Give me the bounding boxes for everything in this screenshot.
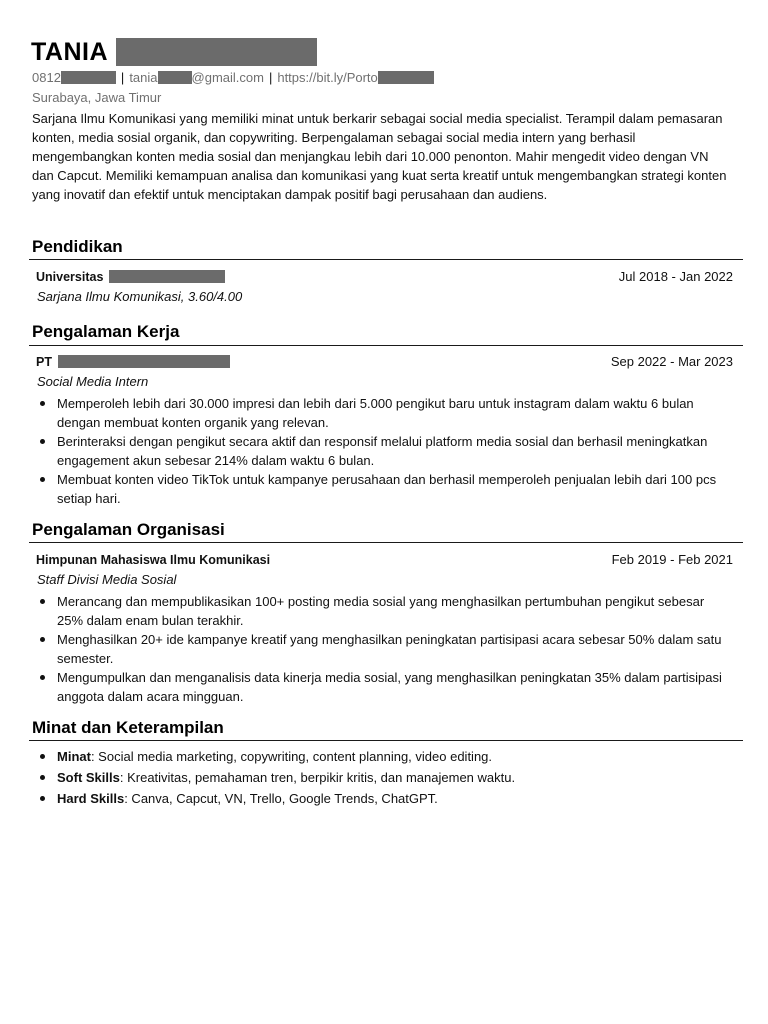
portfolio-prefix: https://bit.ly/Porto [277, 70, 378, 85]
bullet-dot [40, 401, 45, 406]
bullet-dot [40, 675, 45, 680]
section-title-work: Pengalaman Kerja [32, 322, 180, 341]
organization-role: Staff Divisi Media Sosial [37, 572, 177, 587]
education-degree: Sarjana Ilmu Komunikasi, 3.60/4.00 [37, 289, 243, 304]
summary-paragraph: Sarjana Ilmu Komunikasi yang memiliki minat untuk berkarir sebagai social media specialist. Terampil dalam pemasaran konten, media sosial organik, dan copywriting. Berpengalaman sebagai social media intern yang berhasil mengembangkan konten media sosial dan menjangkau lebih dari 10.000 penonton. Mahir mengedit video dengan VN dan Capcut. Memiliki kemampuan analisa dan komunikasi yang kuat serta kreatif untuk mengembangkan strategi konten yang inovatif dan efektif untuk menciptakan dampak positif bagi perusahaan dan audiens. [32, 111, 727, 202]
redacted-company [58, 355, 230, 368]
contact-separator: | [268, 70, 273, 85]
section-title-skills: Minat dan Keterampilan [32, 718, 224, 737]
work-entry-header [36, 354, 733, 369]
contact-line [32, 70, 434, 85]
bullet-dot [40, 599, 45, 604]
list-item: Membuat konten video TikTok untuk kampanye perusahaan dan berhasil memperoleh penjualan lebih dari 100 pcs setiap hari. [0, 470, 727, 508]
list-item: Merancang dan mempublikasikan 100+ posting media sosial yang menghasilkan pertumbuhan pengikut sebesar 25% dalam enam bulan terakhir. [0, 592, 727, 630]
list-item: Hard Skills: Canva, Capcut, VN, Trello, Google Trends, ChatGPT. [0, 789, 727, 808]
institution-prefix: Universitas [36, 269, 104, 284]
section-title-education: Pendidikan [32, 237, 123, 256]
list-item: Mengumpulkan dan menganalisis data kinerja media sosial, yang menghasilkan peningkatan 35% dalam partisipasi anggota dalam acara mingguan. [0, 668, 727, 706]
section-divider [29, 345, 743, 346]
email-suffix: @gmail.com [191, 70, 264, 85]
section-title-organization: Pengalaman Organisasi [32, 520, 225, 539]
section-divider [29, 259, 743, 260]
organization-dates: Feb 2019 - Feb 2021 [611, 552, 733, 567]
education-institution [36, 270, 225, 284]
bullet-dot [40, 439, 45, 444]
list-item: Berinteraksi dengan pengikut secara aktif dan responsif melalui platform media sosial dan berhasil meningkatkan engagement akun sebesar 214% dalam waktu 6 bulan. [0, 432, 727, 470]
redacted-surname [116, 38, 317, 66]
bullet-dot [40, 477, 45, 482]
redacted-institution [109, 270, 225, 283]
organization-bullet-list [0, 592, 740, 706]
list-item: Minat: Social media marketing, copywriting, content planning, video editing. [0, 747, 727, 766]
bullet-dot [40, 637, 45, 642]
work-company [36, 355, 230, 369]
organization-name: Himpunan Mahasiswa Ilmu Komunikasi [36, 552, 271, 567]
education-entry-header [36, 269, 733, 284]
skills-bullet-list [0, 747, 740, 808]
candidate-name [31, 36, 317, 68]
work-bullet-list [0, 394, 740, 508]
education-dates: Jul 2018 - Jan 2022 [618, 269, 733, 284]
bullet-dot [40, 754, 45, 759]
bullet-dot [40, 796, 45, 801]
company-prefix: PT [36, 354, 52, 369]
phone-prefix: 0812 [32, 70, 61, 85]
redacted-portfolio [378, 71, 434, 84]
work-role: Social Media Intern [37, 374, 149, 389]
organization-entry-header [36, 552, 733, 567]
section-divider [29, 542, 743, 543]
location: Surabaya, Jawa Timur [32, 90, 162, 105]
contact-separator: | [120, 70, 125, 85]
redacted-email [158, 71, 192, 84]
bullet-dot [40, 775, 45, 780]
list-item: Memperoleh lebih dari 30.000 impresi dan lebih dari 5.000 pengikut baru untuk instagram dalam waktu 6 bulan dengan membuat konten organik yang relevan. [0, 394, 727, 432]
email-prefix: tania [129, 70, 158, 85]
candidate-first-name: TANIA [31, 37, 109, 66]
section-divider [29, 740, 743, 741]
redacted-phone [61, 71, 116, 84]
list-item: Soft Skills: Kreativitas, pemahaman tren, berpikir kritis, dan manajemen waktu. [0, 768, 727, 787]
list-item: Menghasilkan 20+ ide kampanye kreatif yang menghasilkan peningkatan partisipasi acara sebesar 50% dalam satu semester. [0, 630, 727, 668]
work-dates: Sep 2022 - Mar 2023 [610, 354, 733, 369]
